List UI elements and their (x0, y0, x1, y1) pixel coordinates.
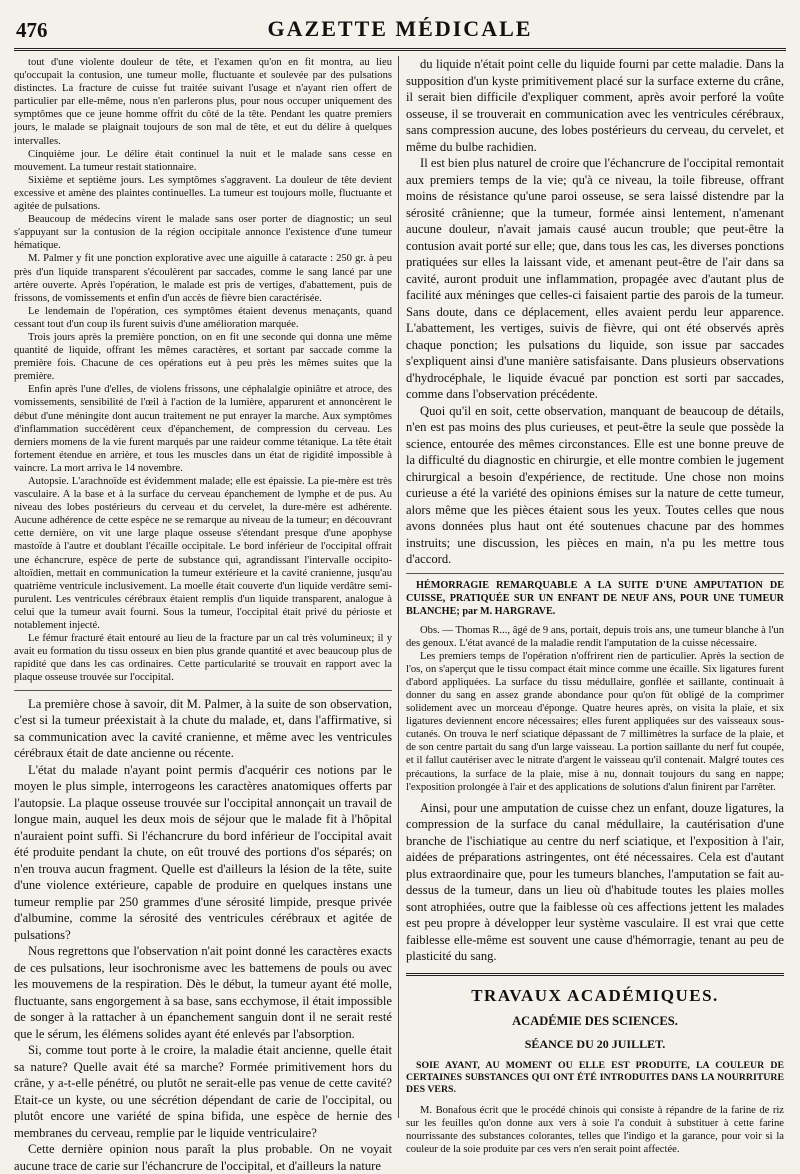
academy-name: ACADÉMIE DES SCIENCES. (406, 1014, 784, 1029)
case-observation (406, 624, 784, 794)
right-column (406, 56, 784, 1118)
paragraph: Si, comme tout porte à le croire, la maladie était ancienne, quelle était sa nature? Quelle avait été sa marche? Formée primitivement hors du crâne, y a-t-elle pénétré, ou plutôt ne serait-elle pas venue de cette cavité? Etait-ce un kyste, ou une sécrétion dépendant de carie de l'occipital, ou plutôt encore une variété de spina bifida, une espèce de hernie des membranes du cerveau, remplie par le liquide ventriculaire? (14, 1042, 392, 1141)
left-column (14, 56, 392, 1118)
session-date: SÉANCE DU 20 JUILLET. (406, 1037, 784, 1052)
section-title: TRAVAUX ACADÉMIQUES. (406, 986, 784, 1006)
paragraph: Le fémur fracturé était entouré au lieu de la fracture par un cal très volumineux; il y avait eu formation du tissu osseux en bien plus grande quantité et avec beaucoup plus de rapidité que dans les cas ordinaires. Cette particularité se trouvait en rapport avec la plaque osseuse trouvée sur l'occipital. (14, 632, 392, 684)
paragraph: Nous regrettons que l'observation n'ait point donné les caractères exacts de ces pulsations, leur isochronisme avec les battemens de pouls ou avec les mouvemens de la respiration. Dès le début, la tumeur ayant été molle, fluctuante, sans engorgement à sa base, sans ecchymose, il était impossible de songer à la rattacher à un épanchement sanguin dont il ne serait resté que le sérum, les élémens solides ayant été enlevés par l'absorption. (14, 943, 392, 1042)
masthead-title: GAZETTE MÉDICALE (14, 16, 786, 42)
commentary-continued (406, 56, 784, 568)
section-rule (406, 973, 784, 976)
paragraph: La première chose à savoir, dit M. Palmer, à la suite de son observation, c'est si la tumeur préexistait à la chute du malade, et, dans l'affirmative, si sa communication avec la cavité cranienne, et même avec les ventricules cérébraux était de date ancienne ou récente. (14, 696, 392, 762)
paragraph: Trois jours après la première ponction, on en fit une seconde qui donna une même quantité de liquide, offrant les mêmes caractères, et sortant par saccade comme la première fois. Chacune de ces opérations eut à peu près les mêmes suites que la première. (14, 331, 392, 383)
paragraph: Les premiers temps de l'opération n'offrirent rien de particulier. Après la section de l'os, on s'aperçut que le tissu compact était mince comme une écaille. Six ligatures furent d'abord appliquées. La surface du tissu médullaire, gonflée et saillante, continuait à donner du sang en assez grande abondance pour qu'on fût obligé de la comprimer solidement avec un morceau d'éponge. Quatre heures après, on visita la plaie, et six ligatures deviennent encore nécessaires; elles furent appliquées sur des vaisseaux sous-cutanés. On trouva le nerf sciatique dépassant de 7 millimètres la surface de la plaie, et de son centre partait du sang d'un large vaisseau. La portion saillante du nerf fut coupée, et il fallut cautériser avec le nitrate d'argent le vaisseau qu'il contenait. Malgré toutes ces précautions, la surface de la plaie, mise à nu, donnait toujours du sang en nappe; l'exposition prolongée à l'air et des applications de solutions d'alun finirent par l'arrêter. (406, 650, 784, 794)
paragraph: Obs. — Thomas R..., âgé de 9 ans, portait, depuis trois ans, une tumeur blanche à l'un des genoux. L'état avancé de la maladie rendit l'amputation de la cuisse nécessaire. (406, 624, 784, 650)
paragraph: Le lendemain de l'opération, ces symptômes étaient devenus menaçants, quand cessant tout d'un coup ils furent suivis d'une amélioration marquée. (14, 305, 392, 331)
paragraph: Ainsi, pour une amputation de cuisse chez un enfant, douze ligatures, la compression de la surface du canal médullaire, la cautérisation d'une branche de l'ischiatique au centre du nerf sciatique, et l'exposition à l'air, aidées de préparations astringentes, ont été nécessaires. Cela est d'autant plus extraordinaire que, pour les tumeurs blanches, l'amputation se fait au-dessus de la tumeur, dans un lieu où d'habitude toutes les plaies molles sont atrophiées, outre que la faiblesse où ces affections jettent les malades est peu propre à développer leur système vasculaire. Il est vrai que cette faiblesse elle-même est souvent une cause d'hémorragie, tenant au peu de plasticité du sang. (406, 800, 784, 965)
subject-title: SOIE AYANT, AU MOMENT OU ELLE EST PRODUITE, LA COULEUR DE CERTAINES SUBSTANCES QUI ONT ÉTÉ INTRODUITES DANS LA NOURRITURE DES VERS. (406, 1060, 784, 1096)
case-title: HÉMORRAGIE REMARQUABLE A LA SUITE D'UNE AMPUTATION DE CUISSE, PRATIQUÉE SUR UN ENFANT DE NEUF ANS, POUR UNE TUMEUR BLANCHE; par M. HARGRAVE. (406, 579, 784, 618)
paragraph: tout d'une violente douleur de tête, et l'examen qu'on en fit montra, au lieu qu'occupait la contusion, une tumeur molle, fluctuante et soulevée par des pulsations distinctes. La fracture de cuisse fut traitée suivant l'usage et n'ayant rien offert de particulier par elle-même, nous n'en parlerons plus, pour nous occuper uniquement des symptômes que ce jeune homme offrit du côté de la tête. Pendant les quatre premiers jours, le malade se plaignait toujours de son mal de tête, et eut du délire à quelques intervalles. (14, 56, 392, 148)
paragraph: Cette dernière opinion nous paraît la plus probable. On ne voyait aucune trace de carie sur l'échancrure de l'occipital, et d'ailleurs la nature (14, 1141, 392, 1174)
commentary-text (14, 696, 392, 1174)
observation-small-text (14, 56, 392, 685)
academy-text (406, 1104, 784, 1156)
paragraph: L'état du malade n'ayant point permis d'acquérir ces notions par le moyen le plus simple, interrogeons les caractères anatomiques offerts par l'autopsie. La plaque osseuse trouvée sur l'occipital annonçait un travail de longue main, auquel les deux mois de séjour que le malade fit à l'hôpital n'auraient point suffi. Si l'échancrure du bord inférieur de l'occipital avait été produite pendant la chute, on eût trouvé des portions d'os séparés; on n'en trouva aucun fragment. Quelle est d'ailleurs la lésion de la tête, suite d'une violence extérieure, capable de produire en quelques instans une tumeur remplie par 250 grammes d'une sérosité limpide, presque privée d'albumine, comme la sérosité des ventricules cérébraux et agitée de pulsations? (14, 762, 392, 944)
column-divider (398, 56, 399, 1118)
paragraph: Enfin après l'une d'elles, de violens frissons, une céphalalgie opiniâtre et atroce, des vomissements, sensibilité de l'œil à l'action de la lumière, apparurent et annoncèrent le début d'une méningite dont aucun traitement ne put enrayer la marche. Aux symptômes d'inflammation succédèrent ceux d'épanchement, de compression du cerveau. Les derniers momens de la vie furent marqués par une raideur comme tétanique. La tête était fortement étendue en arrière, et tous les muscles dans un état de rigidité impossible à vaincre. La mort arriva le 14 novembre. (14, 383, 392, 475)
paragraph: Beaucoup de médecins virent le malade sans oser porter de diagnostic; un seul s'appuyant sur la contusion de la région occipitale annonce l'existence d'une tumeur hématique. (14, 213, 392, 252)
paragraph: du liquide n'était point celle du liquide fourni par cette maladie. Dans la supposition d'un kyste primitivement placé sur la surface externe du crâne, il serait bien difficile d'expliquer comment, après avoir perforé la voûte osseuse, il se trouverait en communication avec les ventricules cérébraux, sans compression aucune, des lobes postérieurs du cerveau, du cervelet, et même du bulbe rachidien. (406, 56, 784, 155)
paragraph: Sixième et septième jours. Les symptômes s'aggravent. La douleur de tête devient excessive et amène des plaintes continuelles. La tumeur est toujours molle, fluctuante et agitée de pulsations. (14, 174, 392, 213)
paragraph: M. Bonafous écrit que le procédé chinois qui consiste à répandre de la farine de riz sur les feuilles qu'on donne aux vers à soie l'a conduit à substituer à cette farine nourrissante des substances colorantes, telles que l'indigo et la garance, pour voir si la couleur de la soie produite par ces vers n'en serait point affectée. (406, 1104, 784, 1156)
paragraph: Il est bien plus naturel de croire que l'échancrure de l'occipital remontait aux premiers temps de la vie; qu'à ce niveau, la toile fibreuse, offrant moins de résistance qu'une paroi osseuse, se sera laissé distendre par la sérosité crânienne; que la tumeur, formée ainsi lentement, n'amenant aucune douleur, n'avait jamais causé aucun trouble; que peut-être la contusion avait porté sur elle; que, dans tous les cas, les diverses ponctions pratiquées sur elles la laissant vide, et amenant peut-être de l'air dans sa cavité, auront produit une inflammation, propagée avec d'autant plus de facilité aux méninges que celles-ci faisaient partie des parois de la tumeur. Sans doute, dans ce déplacement, elles avaient perdu leur apparence. L'abattement, les vertiges, suivis de fièvre, qui ont été observés après chaque ponction; les pulsations du liquide, son issue par saccades s'expliquent ainsi d'une manière satisfaisante. Dans plusieurs observations d'hydrocéphale, le liquide évacué par ponction est sorti par saccades, comme dans l'observation précédente. (406, 155, 784, 403)
page-header (14, 14, 786, 51)
case-commentary (406, 800, 784, 965)
paragraph: M. Palmer y fit une ponction explorative avec une aiguille à cataracte : 250 gr. à peu près d'un liquide transparent s'écoulèrent par saccades, comme le sang lancé par une artère ouverte. Après l'opération, le malade est pris de vertiges, d'abattement, puis de frissons, de vomissements et enfin d'un accès de fièvre bien caractérisée. (14, 252, 392, 304)
section-separator (14, 690, 392, 691)
section-separator (406, 573, 784, 574)
paragraph: Cinquième jour. Le délire était continuel la nuit et le malade sans cesse en mouvement. La tumeur restait stationnaire. (14, 148, 392, 174)
page-number: 476 (16, 18, 48, 43)
paragraph: Autopsie. L'arachnoïde est évidemment malade; elle est épaissie. La pie-mère est très vasculaire. A la base et à la surface du cerveau épanchement de lymphe et de pus. Au niveau des lobes postérieurs du cerveau et du cervelet, la dure-mère est adhérente. Aucune adhérence de cette espèce ne se remarque au niveau de la tumeur; en découvrant cette dernière, on vit une large plaque osseuse s'étendant presque d'une apophyse mastoïde à l'autre et doublant l'écaille occipitale. Le bord inférieur de l'occipital offrait une échancrure, espèce de perte de substance qui, agrandissant l'intervalle occipito-altoïdien, mettait en communication la tumeur extérieure et la cavité cranienne, jusqu'au quatrième ventricule inclusivement. La moelle était couverte d'un liquide verdâtre semi-purulent. Les ventricules cérébraux étaient remplis d'un liquide transparent, analogue à celui que la tumeur avait fourni. Sous la tumeur, l'occipital était privé du périoste et notablement injecté. (14, 475, 392, 632)
paragraph: Quoi qu'il en soit, cette observation, manquant de beaucoup de détails, n'en est pas moins des plus curieuses, et peut-être la seule que possède la science, entourée des mêmes circonstances. Elle est une bonne preuve de la difficulté du diagnostic en chirurgie, et elle montre combien le jugement chirurgical a besoin d'expérience, de rectitude. Une chose non moins curieuse a été la variété des opinions émises sur la nature de cette tumeur, alors même que les pièces étaient sous les yeux. Toutes celles que nous avons données plus haut ont été soutenues chacune par des hommes instruits; une discussion, les pièces en main, n'a pu les mettre tous d'accord. (406, 403, 784, 568)
